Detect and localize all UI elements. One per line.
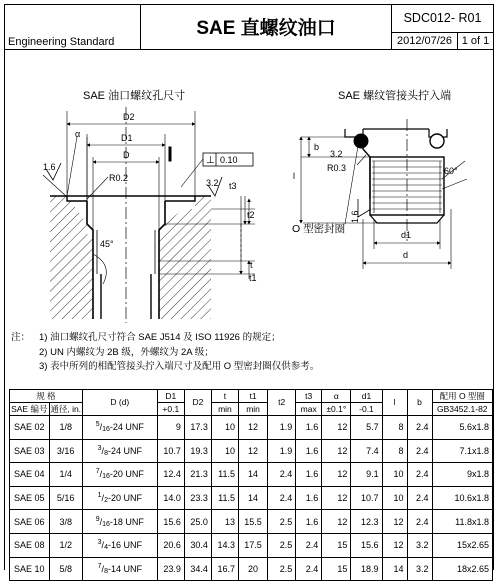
cell-thread: [82, 486, 157, 510]
th-D1: D1: [157, 390, 184, 403]
cell-alpha: 15: [322, 533, 351, 557]
thread-den: 4: [104, 544, 108, 552]
cell-oring: 5.6x1.8: [432, 416, 492, 440]
drawing-svg: [5, 49, 493, 323]
cell-D2: 21.3: [184, 463, 211, 487]
thread-den: 16: [102, 473, 110, 481]
thread-spec: -24 UNF: [107, 445, 142, 456]
cell-sae: SAE 03: [10, 439, 50, 463]
cell-t: 11.5: [211, 486, 238, 510]
cell-alpha: 12: [322, 439, 351, 463]
cell-t2: 2.5: [268, 533, 296, 557]
cell-thread: [82, 439, 157, 463]
fitting-drawing-caption: SAE 螺纹管接头拧入端: [338, 90, 452, 102]
cell-l: 12: [382, 510, 407, 534]
cell-sae: SAE 05: [10, 486, 50, 510]
cell-oring: 7.1x1.8: [432, 439, 492, 463]
th-alpha: α: [322, 390, 351, 403]
cell-d1: 5.7: [351, 416, 382, 440]
cell-alpha: 15: [322, 557, 351, 581]
cell-t3: 1.6: [296, 510, 322, 534]
cell-size: 1/2: [49, 533, 82, 557]
cell-b: 2.4: [407, 416, 432, 440]
table-row: [10, 486, 493, 510]
title-cell: [140, 5, 392, 49]
cell-thread: [82, 463, 157, 487]
cell-sae: SAE 08: [10, 533, 50, 557]
th-sae-no: SAE 编号: [11, 403, 48, 414]
cell-D2: 34.4: [184, 557, 211, 581]
th-t-sub: min: [211, 403, 238, 416]
thread-slash: /: [101, 563, 105, 574]
cell-b: 2.4: [407, 439, 432, 463]
perpendicularity-symbol: ⊥: [206, 155, 215, 166]
cell-t: 10: [211, 439, 238, 463]
cell-D2: 17.3: [184, 416, 211, 440]
cell-t: 13: [211, 510, 238, 534]
angle-60: 60°: [444, 166, 458, 176]
cell-size: 5/16: [49, 486, 82, 510]
dim-alpha: α: [75, 129, 81, 139]
notes-block: [11, 331, 319, 375]
cell-d1: 7.4: [351, 439, 382, 463]
cell-D1: 10.7: [157, 439, 184, 463]
cell-D2: 25.0: [184, 510, 211, 534]
cell-oring: 9x1.8: [432, 463, 492, 487]
cell-size: 1/8: [49, 416, 82, 440]
th-alpha-tol: ±0.1°: [322, 403, 351, 416]
finish-1-6: 1.6: [43, 162, 56, 172]
cell-b: 2.4: [407, 510, 432, 534]
thread-spec: -16 UNF: [107, 540, 142, 551]
thread-slash: /: [101, 493, 105, 504]
cell-b: 3.2: [407, 557, 432, 581]
technical-drawing: [5, 49, 493, 323]
sheet-header: [5, 5, 493, 50]
th-b: b: [407, 390, 432, 416]
revision-date: 2012/07/26: [392, 33, 458, 49]
cell-b: 2.4: [407, 486, 432, 510]
cell-l: 8: [382, 416, 407, 440]
cell-sae: SAE 10: [10, 557, 50, 581]
dim-r03: R0.3: [327, 163, 347, 173]
port-drawing-caption: SAE 油口螺纹孔尺寸: [83, 90, 186, 102]
cell-d1: 18.9: [351, 557, 382, 581]
dim-d1: d1: [401, 230, 412, 240]
thread-den: 16: [102, 426, 110, 434]
cell-t: 16.7: [211, 557, 238, 581]
th-D1-tol: +0.1: [157, 403, 184, 416]
cell-l: 8: [382, 439, 407, 463]
thread-num: 5: [95, 421, 100, 429]
th-oring: 配用 O 型圈: [432, 390, 492, 403]
cell-d1: 15.6: [351, 533, 382, 557]
cell-sae: SAE 04: [10, 463, 50, 487]
table-row: [10, 463, 493, 487]
cell-oring: 18x2.65: [432, 557, 492, 581]
table-row: [10, 439, 493, 463]
finish-3-2-fitting: 3.2: [330, 149, 343, 159]
dim-t1: t1: [249, 273, 257, 283]
thread-den: 8: [104, 449, 108, 457]
table-row: [10, 557, 493, 581]
cell-b: 3.2: [407, 533, 432, 557]
thread-spec: -14 UNF: [107, 563, 142, 574]
cell-thread: [82, 510, 157, 534]
cell-alpha: 12: [322, 416, 351, 440]
cell-D1: 23.9: [157, 557, 184, 581]
cell-sae: SAE 06: [10, 510, 50, 534]
cell-t2: 2.4: [268, 486, 296, 510]
cell-sae: SAE 02: [10, 416, 50, 440]
th-t3: t3: [296, 390, 322, 403]
cell-size: 1/4: [49, 463, 82, 487]
dim-b: b: [314, 142, 320, 152]
oring-label: O 型密封圈: [292, 223, 346, 235]
thread-slash: /: [99, 422, 103, 433]
thread-spec: -18 UNF: [109, 516, 144, 527]
cell-t3: 2.4: [296, 533, 322, 557]
cell-t2: 2.5: [268, 510, 296, 534]
finish-1-6-fitting: 1.6: [350, 210, 360, 223]
dim-t: t: [250, 260, 253, 270]
angle-45: 45°: [100, 239, 114, 249]
cell-t1: 14: [238, 463, 267, 487]
cell-oring: 10.6x1.8: [432, 486, 492, 510]
cell-t: 14.3: [211, 533, 238, 557]
dim-t3: t3: [229, 181, 237, 191]
dim-r02: R0.2: [109, 173, 129, 183]
specification-table: [9, 389, 493, 581]
tolerance-value: 0.10: [220, 155, 238, 165]
dim-D1: D1: [121, 133, 133, 143]
cell-l: 12: [382, 533, 407, 557]
cell-D1: 15.6: [157, 510, 184, 534]
th-thread: D (d): [82, 390, 157, 416]
notes-prefix: 注：: [11, 332, 31, 343]
cell-size: 3/8: [49, 510, 82, 534]
cell-D1: 20.6: [157, 533, 184, 557]
cell-t1: 12: [238, 439, 267, 463]
table-body: [10, 416, 493, 581]
th-size: 通径, in.: [50, 403, 82, 414]
thread-den: 16: [102, 520, 110, 528]
cell-t: 10: [211, 416, 238, 440]
cell-t1: 14: [238, 486, 267, 510]
thread-den: 8: [104, 567, 108, 575]
cell-alpha: 12: [322, 510, 351, 534]
thread-spec: -20 UNF: [107, 493, 142, 504]
cell-size: 5/8: [49, 557, 82, 581]
thread-num: 1: [97, 492, 102, 500]
dim-D: D: [123, 150, 130, 160]
cell-t1: 12: [238, 416, 267, 440]
cell-b: 2.4: [407, 463, 432, 487]
thread-slash: /: [99, 469, 103, 480]
thread-num: 3: [97, 444, 102, 452]
thread-num: 7: [95, 468, 100, 476]
thread-slash: /: [101, 540, 105, 551]
th-spec: 规 格: [10, 390, 83, 403]
cell-t: 11.5: [211, 463, 238, 487]
cell-d1: 12.3: [351, 510, 382, 534]
note-3: 3) 表中所列的相配管接头拧入端尺寸及配用 O 型密封圈仅供参考。: [39, 361, 320, 372]
cell-alpha: 12: [322, 486, 351, 510]
cell-D2: 19.3: [184, 439, 211, 463]
th-t1-sub: min: [238, 403, 267, 416]
cell-t3: 1.6: [296, 463, 322, 487]
cell-D1: 14.0: [157, 486, 184, 510]
standard-label: Engineering Standard: [8, 36, 115, 48]
fitting-section: [301, 119, 467, 269]
cell-D1: 12.4: [157, 463, 184, 487]
thread-num: 9: [95, 515, 100, 523]
table-row: [10, 533, 493, 557]
cell-t2: 1.9: [268, 439, 296, 463]
dim-D2: D2: [123, 112, 135, 122]
cell-d1: 9.1: [351, 463, 382, 487]
cell-D2: 30.4: [184, 533, 211, 557]
cell-l: 10: [382, 486, 407, 510]
thread-spec: -20 UNF: [109, 469, 144, 480]
cell-t2: 2.5: [268, 557, 296, 581]
th-l: l: [382, 390, 407, 416]
cell-oring: 11.8x1.8: [432, 510, 492, 534]
cell-thread: [82, 557, 157, 581]
thread-num: 3: [97, 539, 102, 547]
thread-num: 7: [97, 562, 102, 570]
page-count: 1 of 1: [461, 35, 490, 47]
thread-slash: /: [101, 445, 105, 456]
sheet-title: SAE 直螺纹油口: [196, 18, 336, 39]
th-D2: D2: [184, 390, 211, 416]
dim-t2: t2: [247, 210, 255, 220]
cell-t2: 1.9: [268, 416, 296, 440]
thread-slash: /: [99, 516, 103, 527]
th-t1: t1: [238, 390, 267, 403]
dim-l: l: [293, 171, 295, 181]
th-d1-tol: -0.1: [351, 403, 382, 416]
thread-spec: -24 UNF: [109, 422, 144, 433]
note-1: 1) 油口螺纹孔尺寸符合 SAE J514 及 ISO 11926 的规定；: [39, 332, 281, 343]
document-number: SDC012- R01: [392, 5, 493, 33]
cell-thread: [82, 416, 157, 440]
cell-t3: 1.6: [296, 439, 322, 463]
cell-t1: 20: [238, 557, 267, 581]
th-t2: t2: [268, 390, 296, 416]
cell-D2: 23.3: [184, 486, 211, 510]
port-section: [43, 107, 255, 323]
cell-t2: 2.4: [268, 463, 296, 487]
cell-t3: 1.6: [296, 416, 322, 440]
cell-alpha: 12: [322, 463, 351, 487]
cell-t3: 1.6: [296, 486, 322, 510]
cell-thread: [82, 533, 157, 557]
note-2: 2) UN 内螺纹为 2B 级，外螺纹为 2A 级；: [39, 346, 214, 358]
cell-D1: 9: [157, 416, 184, 440]
table-row: [10, 510, 493, 534]
cell-l: 14: [382, 557, 407, 581]
th-t3-sub: max: [296, 403, 322, 416]
cell-t3: 2.4: [296, 557, 322, 581]
cell-oring: 15x2.65: [432, 533, 492, 557]
cell-t1: 15.5: [238, 510, 267, 534]
table-row: [10, 416, 493, 440]
cell-l: 10: [382, 463, 407, 487]
cell-d1: 10.7: [351, 486, 382, 510]
standard-sheet: [4, 4, 494, 575]
th-d1: d1: [351, 390, 382, 403]
dim-d: d: [403, 250, 409, 260]
cell-t1: 17.5: [238, 533, 267, 557]
thread-den: 2: [104, 497, 108, 505]
th-t: t: [211, 390, 238, 403]
th-oring-std: GB3452.1-82: [432, 403, 492, 416]
cell-size: 3/16: [49, 439, 82, 463]
finish-3-2: 3.2: [206, 178, 219, 188]
